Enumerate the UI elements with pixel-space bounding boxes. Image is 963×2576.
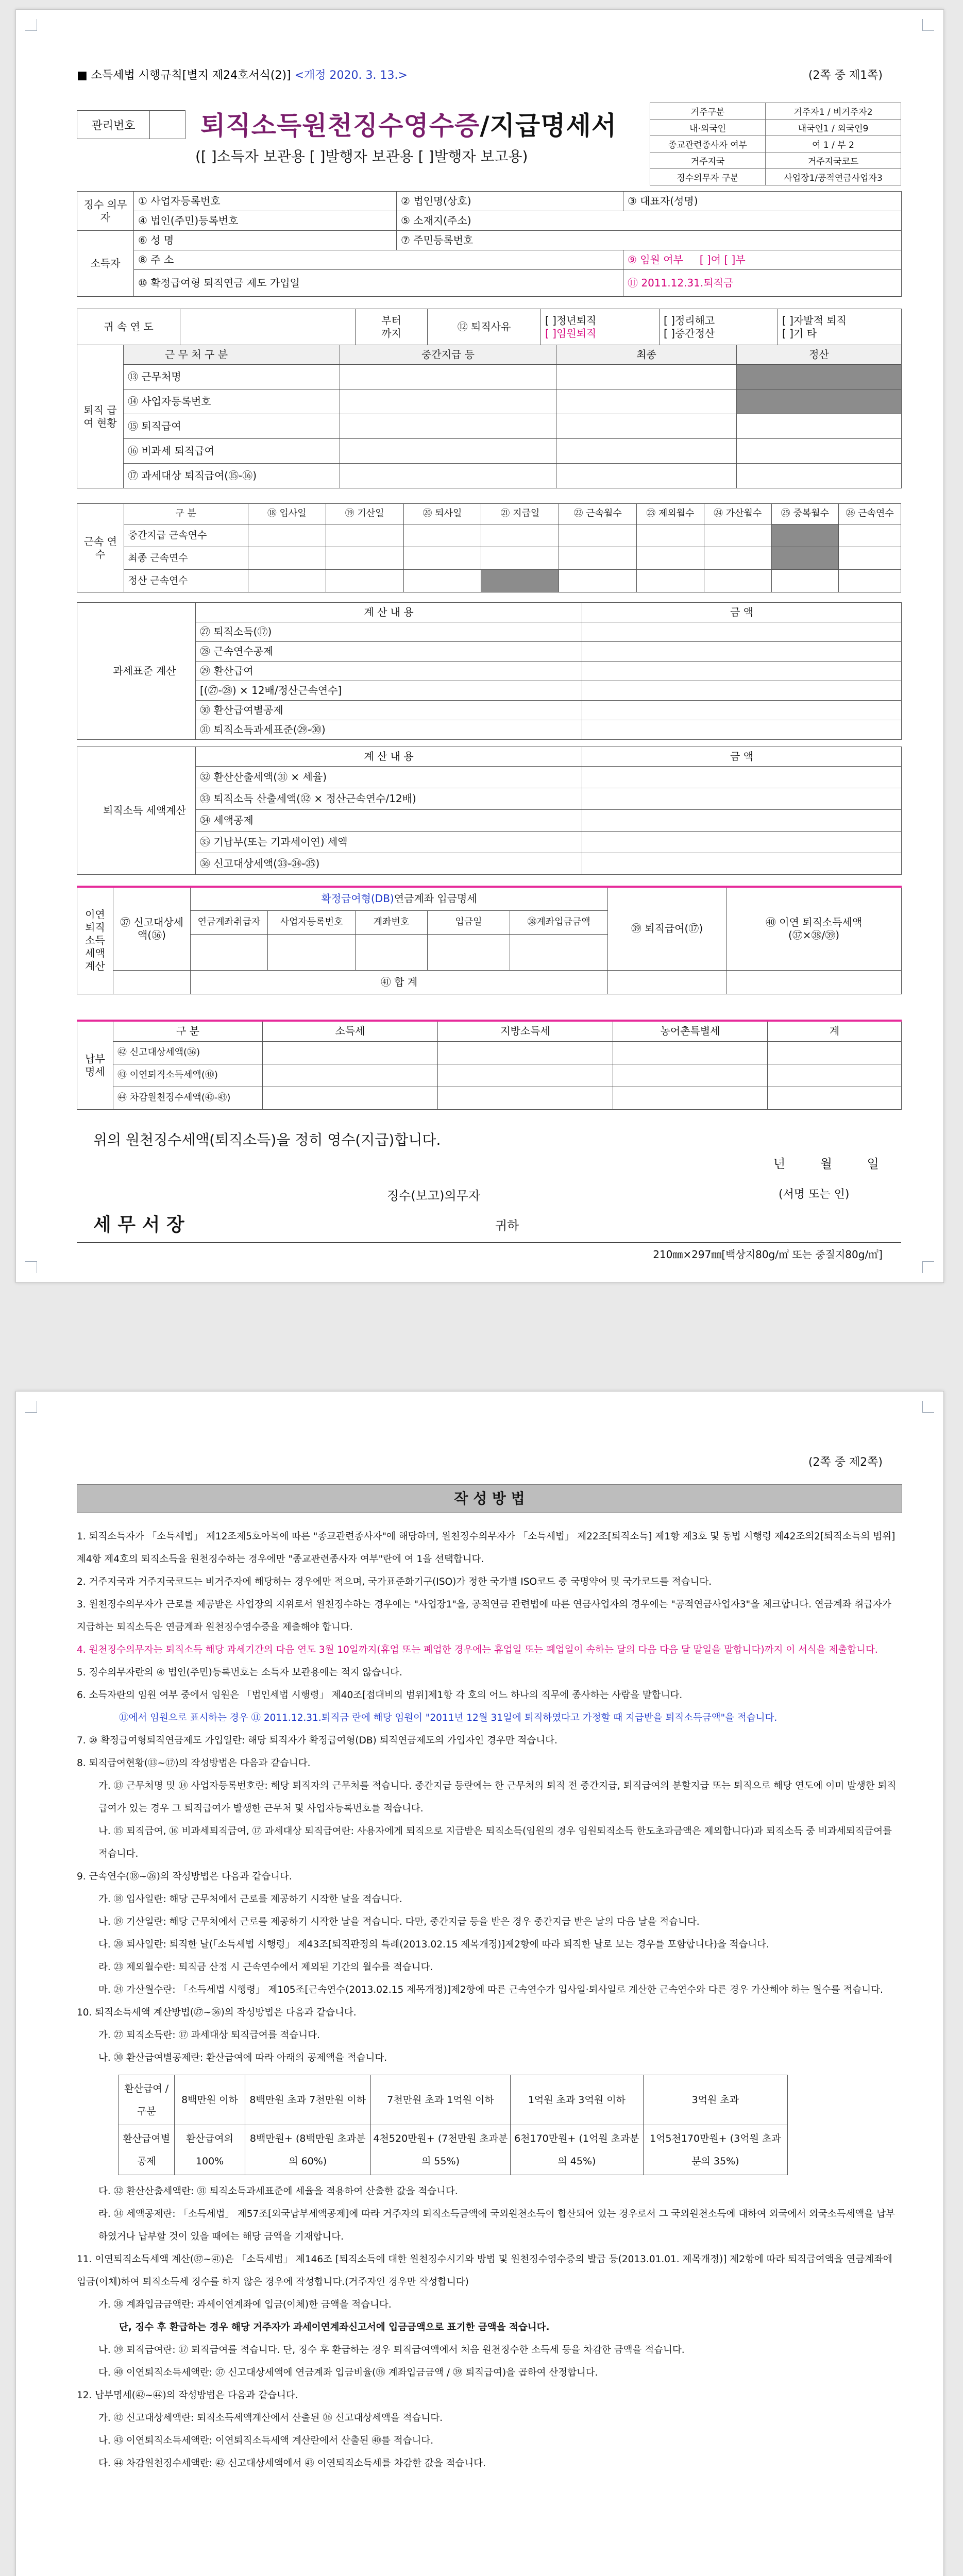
deferral-input[interactable]: [428, 934, 510, 970]
tax_base-row-label: ㉙ 환산급여: [196, 662, 582, 681]
retire-cell[interactable]: [340, 414, 556, 439]
payer-recipient-table: [77, 191, 902, 297]
retire-cell[interactable]: [556, 414, 737, 439]
payment-row-label: ㊷ 신고대상세액(㊱): [113, 1041, 263, 1064]
recipient-label: 소득자: [77, 231, 134, 297]
retire-cell: [737, 389, 902, 414]
instruction-line: 다. ⑳ 퇴사일란: 퇴직한 날(「소득세법 시행령」 제43조[퇴직판정의 특례(2013.02.15 제목개정)]제2항에 따라 퇴직한 날로 보는 경우를 포함합니다)을 적습니다.: [98, 1939, 770, 1950]
service-cell[interactable]: [559, 524, 637, 547]
payer-rep[interactable]: ③ 대표자(성명): [623, 192, 902, 211]
instruction-line: 12. 납부명세(㊷~㊹)의 작성방법은 다음과 같습니다.: [77, 2390, 298, 2401]
instruction-line: 2. 거주지국과 거주지국코드는 비거주자에 해당하는 경우에만 적으며, 국가표준화기구(ISO)가 정한 국가별 ISO코드 중 국명약어 및 국가코드를 적습니다.: [77, 1577, 712, 1587]
period-label: 귀 속 연 도: [77, 309, 180, 345]
rate-head: 환산급여 / 구분: [119, 2075, 175, 2125]
payment-row: [77, 1041, 902, 1064]
deferral-input[interactable]: [727, 970, 902, 994]
tax_calc-label: 퇴직소득 세액계산: [77, 747, 196, 875]
instruction-line: 가. ㉗ 퇴직소득란: ⑰ 과세대상 퇴직급여를 적습니다.: [98, 2030, 320, 2041]
retire-cell[interactable]: [340, 389, 556, 414]
deferral-retire-pay: ㊴ 퇴직급여(⑰): [608, 887, 727, 970]
tax_calc-amount[interactable]: [582, 788, 902, 810]
form-title: 퇴직소득원천징수영수증/지급명세서: [200, 111, 617, 141]
law-reference: ■ 소득세법 시행규칙[별지 제24호서식(2)]: [77, 69, 291, 82]
service-label: 근속 연수: [77, 504, 124, 592]
service-cell: [771, 524, 839, 547]
form-page-2: [15, 1391, 944, 2576]
tax_base-row: [77, 642, 902, 662]
service-header: ㉕ 중복월수: [771, 504, 839, 524]
tax_calc-row-label: ㉜ 환산산출세액(㉛ × 세율): [196, 767, 582, 788]
tax_base-row: [77, 681, 902, 701]
payment-label: 납부 명세: [77, 1021, 113, 1109]
service-cell[interactable]: [771, 570, 839, 592]
retire-header: 중간지급 등: [340, 345, 556, 365]
retire-row-label: ⑰ 과세대상 퇴직급여(⑮-⑯): [124, 464, 340, 488]
retire-row: [77, 414, 902, 439]
service-cell[interactable]: [839, 570, 901, 592]
service-cell[interactable]: [403, 524, 481, 547]
retire-reason-label: ⑫ 퇴직사유: [428, 309, 541, 345]
tax_base-col-b: 금 액: [582, 603, 902, 622]
retire-cell[interactable]: [556, 464, 737, 488]
service-header: ㉒ 근속월수: [559, 504, 637, 524]
retire-cell[interactable]: [556, 439, 737, 464]
payer-name[interactable]: ② 법인명(상호): [397, 192, 623, 211]
paper-note: 210㎜×297㎜[백상지80g/㎡ 또는 중질지80g/㎡]: [653, 1248, 883, 1261]
receipt-text: 위의 원천징수세액(퇴직소득)을 정히 영수(지급)합니다.: [93, 1131, 441, 1148]
tax_base-row: [77, 662, 902, 681]
instruction-line: 가. ⑱ 입사일란: 해당 근무처에서 근로를 제공하기 시작한 날을 적습니다.: [98, 1894, 402, 1905]
sign-note: (서명 또는 인): [779, 1188, 850, 1201]
deferral-input[interactable]: [268, 934, 356, 970]
tax_calc-row: [77, 810, 902, 832]
executive-flag[interactable]: ⑨ 임원 여부 [ ]여 [ ]부: [623, 250, 902, 270]
payment-row: [77, 1087, 902, 1109]
rate-head: 8백만원 초과 7천만원 이하: [245, 2075, 370, 2125]
page-indicator: (2쪽 중 제2쪽): [808, 1456, 883, 1469]
retire-row-label: ⑭ 사업자등록번호: [124, 389, 340, 414]
rate-table: [118, 2075, 788, 2175]
form-page-1: [15, 9, 944, 1283]
payment-header: 구 분: [113, 1021, 263, 1041]
retire-reason-3[interactable]: [ ]자발적 퇴직 [ ]기 타: [778, 309, 902, 345]
info-key: 내·외국인: [650, 120, 766, 136]
info-key: 종교관련종사자 여부: [650, 136, 766, 152]
service-cell[interactable]: [403, 570, 481, 592]
service-cell[interactable]: [481, 524, 559, 547]
deferral-input[interactable]: [356, 934, 428, 970]
service-header: ㉓ 제외월수: [637, 504, 704, 524]
tax_base-row: [77, 622, 902, 642]
service-row-label: 정산 근속연수: [124, 570, 248, 592]
tax_calc-col-b: 금 액: [582, 747, 902, 767]
deferral-input[interactable]: [510, 934, 608, 970]
service-cell[interactable]: [326, 524, 403, 547]
service-cell[interactable]: [559, 570, 637, 592]
payer-biz-no[interactable]: ① 사업자등록번호: [134, 192, 397, 211]
tax_calc-row: [77, 788, 902, 810]
deferral-col-header: 입금일: [428, 910, 510, 934]
deferral-label: 이연 퇴직 소득 세액 계산: [77, 887, 113, 994]
service-cell[interactable]: [248, 524, 326, 547]
payment-cell[interactable]: [613, 1064, 768, 1087]
service-header: ㉑ 지급일: [481, 504, 559, 524]
honorific: 귀하: [495, 1218, 519, 1233]
retire-row-label: ⑯ 비과세 퇴직급여: [124, 439, 340, 464]
service-cell[interactable]: [248, 547, 326, 570]
info-row: [650, 136, 901, 152]
service-cell[interactable]: [481, 547, 559, 570]
service-header: ㉔ 가산월수: [704, 504, 771, 524]
retire-cell[interactable]: [737, 464, 902, 488]
info-row: [650, 152, 901, 169]
page-indicator: (2쪽 중 제1쪽): [808, 69, 883, 82]
period-from-to: 부터 까지: [356, 309, 428, 345]
service-cell[interactable]: [637, 570, 704, 592]
service-header: 구 분: [124, 504, 248, 524]
instruction-line: 6. 소득자란의 임원 여부 중에서 임원은 「법인세법 시행령」 제40조[접대비의 범위]제1항 각 호의 어느 하나의 직무에 종사하는 사람을 말합니다.: [77, 1690, 683, 1701]
payment-cell[interactable]: [263, 1041, 438, 1064]
instruction-line: 나. ㊴ 퇴직급여란: ⑰ 퇴직급여를 적습니다. 단, 징수 후 환급하는 경우 퇴직급여액에서 처음 원천징수한 소득세 등을 차감한 금액을 적습니다.: [98, 2345, 685, 2355]
service-cell: [771, 547, 839, 570]
deferral-input[interactable]: [113, 970, 191, 994]
payment-row: [77, 1064, 902, 1087]
management-number-label: 관리번호: [77, 110, 150, 139]
info-value[interactable]: 거주지국코드: [766, 152, 901, 169]
service-header: ⑱ 입사일: [248, 504, 326, 524]
payment-cell[interactable]: [263, 1087, 438, 1109]
deferral-total: ㊶ 합 계: [191, 970, 608, 994]
tax_calc-row: [77, 767, 902, 788]
payment-row-label: ㊹ 차감원천징수세액(㊷-㊸): [113, 1087, 263, 1109]
payment-cell[interactable]: [613, 1041, 768, 1064]
tax_base-amount[interactable]: [582, 701, 902, 720]
service-cell[interactable]: [637, 547, 704, 570]
tax_calc-amount[interactable]: [582, 810, 902, 832]
rate-head: 1억원 초과 3억원 이하: [511, 2075, 644, 2125]
retire-cell[interactable]: [340, 365, 556, 389]
deferral-input[interactable]: [608, 970, 727, 994]
service-row-label: 중간지급 근속연수: [124, 524, 248, 547]
instruction-line: 다. ㊹ 차감원천징수세액란: ㊷ 신고대상세액에서 ㊸ 이연퇴직소득세를 차감한 값을 적습니다.: [98, 2458, 486, 2469]
instruction-line: 나. ㊸ 이연퇴직소득세액란: 이연퇴직소득세액 계산란에서 산출된 ㊵를 적습니다.: [98, 2435, 434, 2446]
tax_base-amount[interactable]: [582, 681, 902, 701]
retirement-pay-table: [77, 345, 902, 488]
service-row-label: 최종 근속연수: [124, 547, 248, 570]
retire-reason-2[interactable]: [ ]정리해고 [ ]중간정산: [660, 309, 778, 345]
retire-cell: [737, 365, 902, 389]
deferral-account-header: 확정급여형(DB)연금계좌 입금명세: [191, 887, 608, 910]
tax_calc-col-a: 계 산 내 용: [196, 747, 582, 767]
service-header: ㉖ 근속연수: [839, 504, 901, 524]
service-cell[interactable]: [559, 547, 637, 570]
instruction-line: 나. ⑲ 기산일란: 해당 근무처에서 근로를 제공하기 시작한 날을 적습니다. 다만, 중간지급 등을 받은 경우 중간지급 받은 날의 다음 날을 적습니다.: [98, 1917, 700, 1927]
info-value[interactable]: 여 1 / 부 2: [766, 136, 901, 152]
payment-header: 농어촌특별세: [613, 1021, 768, 1041]
instruction-line: 나. ㉚ 환산급여별공제란: 환산급여에 따라 아래의 공제액을 적습니다.: [98, 2053, 387, 2063]
tax-calc-table: [77, 747, 902, 875]
payment-cell[interactable]: [768, 1064, 902, 1087]
instruction-line: 7. ⑩ 확정급여형퇴직연금제도 가입일란: 해당 퇴직자가 확정급여형(DB) 퇴직연금제도의 가입자인 경우만 적습니다.: [77, 1735, 557, 1746]
payment-cell[interactable]: [768, 1041, 902, 1064]
rate-cell: 4천520만원+ (7천만원 초과분의 55%): [370, 2125, 510, 2175]
payment-cell[interactable]: [438, 1087, 613, 1109]
tax_calc-row: [77, 832, 902, 853]
instructions-body: [77, 1526, 901, 2475]
service-cell[interactable]: [704, 547, 771, 570]
service-row: [77, 524, 901, 547]
rate-cell: 8백만원+ (8백만원 초과분의 60%): [245, 2125, 370, 2175]
rate-head: 8백만원 이하: [175, 2075, 245, 2125]
copy-type-selector[interactable]: ([ ]소득자 보관용 [ ]발행자 보관용 [ ]발행자 보고용): [195, 148, 528, 165]
tax-base-table: [77, 602, 902, 740]
retire-row: [77, 439, 902, 464]
retire-cell[interactable]: [340, 439, 556, 464]
service-cell[interactable]: [704, 524, 771, 547]
payment-cell[interactable]: [438, 1064, 613, 1087]
service-cell[interactable]: [248, 570, 326, 592]
deferral-col-header: 사업자등록번호: [268, 910, 356, 934]
recipient-rrn[interactable]: ⑦ 주민등록번호: [397, 231, 902, 250]
rate-cell: 1억5천170만원+ (3억원 초과분의 35%): [643, 2125, 787, 2175]
instruction-line: 라. ㉓ 제외월수란: 퇴직금 산정 시 근속연수에서 제외된 기간의 월수를 적습니다.: [98, 1962, 433, 1973]
instruction-line: 다. ㊵ 이연퇴직소득세액란: ㊲ 신고대상세액에 연금계좌 입금비율(㊳ 계좌입금금액 / ㊴ 퇴직급여)을 곱하여 산정합니다.: [98, 2367, 598, 2378]
retire-header: 근 무 처 구 분: [124, 345, 340, 365]
payment-cell[interactable]: [438, 1041, 613, 1064]
retire-cell[interactable]: [556, 389, 737, 414]
payment-table: [77, 1020, 902, 1110]
tax_calc-amount[interactable]: [582, 767, 902, 788]
tax_calc-amount[interactable]: [582, 832, 902, 853]
service-cell[interactable]: [704, 570, 771, 592]
rate-cell: 환산급여의 100%: [175, 2125, 245, 2175]
deferral-col-header: ㊳계좌입금금액: [510, 910, 608, 934]
deferral-input[interactable]: [191, 934, 268, 970]
info-value[interactable]: 거주자1 / 비거주자2: [766, 103, 901, 120]
deferral-deferred-tax: ㊵ 이연 퇴직소득세액 (㊲×㊳/㊴): [727, 887, 902, 970]
service-cell[interactable]: [839, 547, 901, 570]
service-row: [77, 570, 901, 592]
tax_base-row-label: ㉚ 환산급여별공제: [196, 701, 582, 720]
title-block: [77, 105, 644, 177]
payment-header: 계: [768, 1021, 902, 1041]
tax_calc-amount[interactable]: [582, 853, 902, 875]
tax_base-row: [77, 720, 902, 740]
retire-row-label: ⑮ 퇴직급여: [124, 414, 340, 439]
rate-head: 3억원 초과: [643, 2075, 787, 2125]
payment-row-label: ㊸ 이연퇴직소득세액(㊵): [113, 1064, 263, 1087]
instruction-line: ⑪에서 임원으로 표시하는 경우 ⑪ 2011.12.31.퇴직금 란에 해당 임원이 "2011년 12월 31일에 퇴직하였다고 가정할 때 지급받을 퇴직소득금액"을 적습니다.: [119, 1713, 778, 1723]
info-row: [650, 103, 901, 120]
deferral-col-header: 연금계좌취급자: [191, 910, 268, 934]
instruction-line: 3. 원천징수의무자가 근로를 제공받은 사업장의 지위로서 원천징수하는 경우에는 "사업장1"을, 공적연금 관련법에 따른 연금사업자의 경우에는 "공적연금사업자3"을 체크합니다. 연금계좌 취급자가 지급하는 퇴직소득은 연금계좌 원천징수영수증을 제출해야 합니다.: [77, 1599, 891, 1633]
date-text: 년 월 일: [773, 1157, 879, 1171]
deferral-reported: ㊲ 신고대상세액(㊱): [113, 887, 191, 970]
revision-link[interactable]: <개정 2020. 3. 13.>: [294, 69, 408, 82]
tax_calc-row-label: ㊱ 신고대상세액(㉝-㉞-㉟): [196, 853, 582, 875]
tax-office: 세 무 서 장: [93, 1214, 184, 1235]
payer-corp-no[interactable]: ④ 법인(주민)등록번호: [134, 211, 397, 231]
instructions-title: 작 성 방 법: [77, 1484, 902, 1513]
retire-cell[interactable]: [737, 439, 902, 464]
management-number-field[interactable]: [149, 110, 185, 139]
tax_base-amount[interactable]: [582, 642, 902, 662]
info-key: 거주지국: [650, 152, 766, 169]
service-years-table: [77, 503, 901, 592]
tax_base-amount[interactable]: [582, 662, 902, 681]
resident-info-table: [650, 103, 901, 185]
retire-row: [77, 464, 902, 488]
service-row: [77, 547, 901, 570]
tax_base-row-label: [(㉗-㉘) × 12배/정산근속연수]: [196, 681, 582, 701]
tax_base-row-label: ㉘ 근속연수공제: [196, 642, 582, 662]
instruction-line: 10. 퇴직소득세액 계산방법(㉗~㊱)의 작성방법은 다음과 같습니다.: [77, 2007, 357, 2018]
tax_base-label: 과세표준 계산: [77, 603, 196, 740]
tax_base-row-label: ㉗ 퇴직소득(⑰): [196, 622, 582, 642]
retire-row-label: ⑬ 근무처명: [124, 365, 340, 389]
retire-cell[interactable]: [340, 464, 556, 488]
tax_base-amount[interactable]: [582, 720, 902, 740]
instruction-line: 가. ㊳ 계좌입금금액란: 과세이연계좌에 입금(이체)한 금액을 적습니다.: [98, 2299, 392, 2310]
instruction-line: 1. 퇴직소득자가 「소득세법」 제12조제5호아목에 따른 "종교관련종사자"에 해당하며, 원천징수의무자가 「소득세법」 제22조[퇴직소득] 제1항 제3호 및 동법 시행령 제42조의2[퇴직소득의 범위] 제4항 제4호의 퇴직소득을 원천징수하는 경우에만 "종교관련종사자 여부"란에 여 1을 선택합니다.: [77, 1531, 896, 1565]
rate-row-label: 환산급여별공제: [119, 2125, 175, 2175]
tax_calc-row-label: ㉝ 퇴직소득 산출세액(㉜ × 정산근속연수/12배): [196, 788, 582, 810]
period-table: [77, 309, 902, 345]
instruction-line: 마. ㉔ 가산월수란: 「소득세법 시행령」 제105조[근속연수(2013.02.15 제목개정)]제2항에 따른 근속연수가 입사일·퇴사일로 계산한 근속연수와 다른 경우 가산해야 하는 월수를 적습니다.: [98, 1985, 883, 1995]
retire-cell[interactable]: [556, 365, 737, 389]
instruction-line: 다. ㉜ 환산산출세액란: ㉛ 퇴직소득과세표준에 세율을 적용하여 산출한 값을 적습니다.: [98, 2186, 458, 2197]
payer-sign-label: 징수(보고)의무자: [387, 1189, 481, 1203]
recipient-address[interactable]: ⑧ 주 소: [134, 250, 623, 270]
tax_base-row: [77, 701, 902, 720]
deferral-col-header: 계좌번호: [356, 910, 428, 934]
service-cell[interactable]: [326, 547, 403, 570]
db-pension-join-date[interactable]: ⑩ 확정급여형 퇴직연금 제도 가입일: [134, 270, 623, 297]
instruction-line: 가. ⑬ 근무처명 및 ⑭ 사업자등록번호란: 해당 퇴직자의 근무처를 적습니다. 중간지급 등란에는 한 근무처의 퇴직 전 중간지급, 퇴직급여의 분할지급 또는 퇴직으로 해당 연도에 이미 발생한 퇴직급여가 있는 경우 그 퇴직급여가 발생한 근무처 및 사업자등록번호를 적습니다.: [98, 1781, 897, 1814]
retire-cell[interactable]: [737, 414, 902, 439]
service-cell[interactable]: [637, 524, 704, 547]
payment-header: 소득세: [263, 1021, 438, 1041]
service-header: ⑲ 기산일: [326, 504, 403, 524]
info-value[interactable]: 사업장1/공적연금사업자3: [766, 169, 901, 185]
tax_calc-row: [77, 853, 902, 875]
tax_calc-row-label: ㉞ 세액공제: [196, 810, 582, 832]
retire-label: 퇴직 급여 현황: [77, 345, 124, 488]
info-key: 징수의무자 구분: [650, 169, 766, 185]
info-key: 거주구분: [650, 103, 766, 120]
instruction-line: 8. 퇴직급여현황(⑬~⑰)의 작성방법은 다음과 같습니다.: [77, 1758, 311, 1769]
instruction-line: 11. 이연퇴직소득세액 계산(㊲~㊶)은 「소득세법」 제146조 [퇴직소득에 대한 원천징수시기와 방법 및 원천징수영수증의 발급 등(2013.01.01. 제목개정)] 제2항에 따라 퇴직급여액을 연금계좌에 입금(이체)하여 퇴직소득세 징수를 하지 않은 경우에 작성합니다.(거주자인 경우만 작성합니다): [77, 2254, 892, 2287]
info-value[interactable]: 내국인1 / 외국인9: [766, 120, 901, 136]
info-row: [650, 120, 901, 136]
payment-cell[interactable]: [768, 1087, 902, 1109]
rate-head: 7천만원 초과 1억원 이하: [370, 2075, 510, 2125]
instruction-line: 5. 징수의무자란의 ④ 법인(주민)등록번호는 소득자 보관용에는 적지 않습니다.: [77, 1667, 402, 1678]
deferral-table: [77, 886, 902, 994]
instruction-line: 나. ⑮ 퇴직급여, ⑯ 비과세퇴직급여, ⑰ 과세대상 퇴직급여란: 사용자에게 퇴직으로 지급받은 퇴직소득(임원의 경우 임원퇴직소득 한도초과금액은 제외합니다)과 퇴직소득 중 비과세퇴직급여를 적습니다.: [98, 1826, 892, 1859]
service-cell[interactable]: [403, 547, 481, 570]
retire-row: [77, 365, 902, 389]
instruction-line: 단, 징수 후 환급하는 경우 해당 거주자가 과세이연계좌신고서에 입금금액으로 표기한 금액을 적습니다.: [119, 2322, 550, 2333]
service-cell[interactable]: [839, 524, 901, 547]
retire-header: 최종: [556, 345, 737, 365]
tax_base-amount[interactable]: [582, 622, 902, 642]
retire-reason-1[interactable]: [ ]정년퇴직 [ ]임원퇴직: [541, 309, 660, 345]
service-cell[interactable]: [326, 570, 403, 592]
payment-cell[interactable]: [613, 1087, 768, 1109]
retire-row: [77, 389, 902, 414]
rate-cell: 6천170만원+ (1억원 초과분의 45%): [511, 2125, 644, 2175]
payer-address[interactable]: ⑤ 소재지(주소): [397, 211, 902, 231]
info-row: [650, 169, 901, 185]
payment-cell[interactable]: [263, 1064, 438, 1087]
form-header: [77, 66, 883, 82]
tax_base-col-a: 계 산 내 용: [196, 603, 582, 622]
service-header: ⑳ 퇴사일: [403, 504, 481, 524]
payment-header: 지방소득세: [438, 1021, 613, 1041]
instruction-line: 가. ㊷ 신고대상세액란: 퇴직소득세액계산에서 산출된 ㊱ 신고대상세액을 적습니다.: [98, 2413, 443, 2424]
service-cell: [481, 570, 559, 592]
recipient-name[interactable]: ⑥ 성 명: [134, 231, 397, 250]
tax_calc-row-label: ㉟ 기납부(또는 기과세이연) 세액: [196, 832, 582, 853]
retire-header: 정산: [737, 345, 902, 365]
tax_base-row-label: ㉛ 퇴직소득과세표준(㉙-㉚): [196, 720, 582, 740]
instruction-line: 라. ㉞ 세액공제란: 「소득세법」 제57조[외국납부세액공제]에 따라 거주자의 퇴직소득금액에 국외원천소득이 합산되어 있는 경우로서 그 국외원천소득에 대하여 외국에서 외국소득세액을 납부하였거나 납부할 것이 있을 때에는 해당 금액을 기재합니다.: [98, 2209, 895, 2242]
instruction-line: 9. 근속연수(⑱~㉖)의 작성방법은 다음과 같습니다.: [77, 1871, 292, 1882]
payer-label: 징수 의무자: [77, 192, 134, 231]
retirement-2011[interactable]: ⑪ 2011.12.31.퇴직금: [623, 270, 902, 297]
instruction-line: 4. 원천징수의무자는 퇴직소득 해당 과세기간의 다음 연도 3월 10일까지(휴업 또는 폐업한 경우에는 휴업일 또는 폐업일이 속하는 달의 다음 다음 달 말일을 말합니다)까지 이 서식을 제출합니다.: [77, 1645, 878, 1655]
period-field[interactable]: [180, 309, 356, 345]
